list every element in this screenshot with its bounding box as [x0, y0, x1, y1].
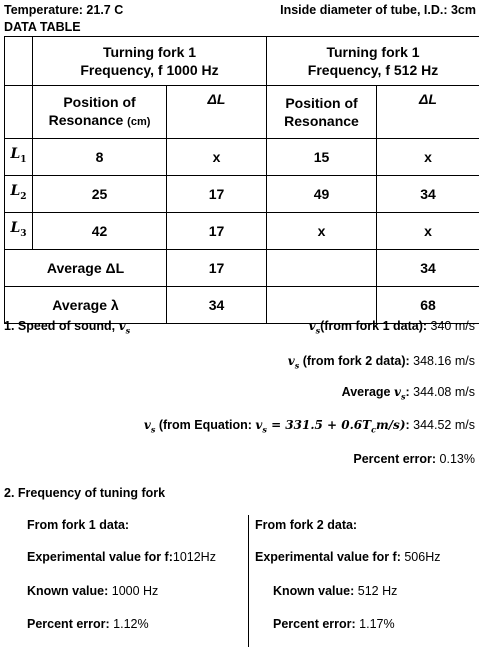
- table-blank-cell: [5, 86, 33, 139]
- position-header-line1: Position of: [285, 95, 358, 111]
- data-table-title: DATA TABLE: [4, 20, 81, 34]
- table-subheader-row: [5, 86, 479, 139]
- fork1-position-cell: 8: [33, 139, 167, 176]
- fork1-frequency: Frequency, f 1000 Hz: [80, 62, 219, 78]
- fork1-delta-cell: 17: [167, 176, 267, 213]
- table-row: [5, 176, 479, 213]
- fork1-delta-cell: 17: [167, 213, 267, 250]
- average-delta-row: [5, 250, 479, 287]
- fork2-position-cell: 15: [267, 139, 377, 176]
- speed-equation-line: $v_s$ (from Equation: $v_s = 331.5 + 0.6T_cm/s$): 344.52 m/s: [143, 418, 475, 435]
- position-unit: (cm): [127, 116, 151, 128]
- fork1-average-lambda: 34: [167, 287, 267, 324]
- speed-percent-error-line: Percent error: 0.13%: [353, 452, 475, 466]
- speed-fork2-line: $v_s$ (from fork 2 data): 348.16 m/s: [287, 354, 475, 371]
- fork2-average-delta-blank: [267, 250, 377, 287]
- average-lambda-row: [5, 287, 479, 324]
- fork2-average-lambda-blank: [267, 287, 377, 324]
- average-lambda-label: Average λ: [5, 287, 167, 324]
- fork1-experimental-line: Experimental value for f:1012Hz: [27, 550, 216, 564]
- speed-equation-value: 344.52 m/s: [413, 418, 475, 432]
- table-row: [5, 213, 479, 250]
- position-header-line2: Resonance: [284, 113, 359, 129]
- average-delta-label: Average ΔL: [5, 250, 167, 287]
- speed-fork1-value: 340 m/s: [430, 319, 475, 333]
- fork1-header: [33, 37, 267, 86]
- fork1-data-title: From fork 1 data:: [27, 518, 130, 532]
- table-corner-cell: [5, 37, 33, 86]
- fork1-known-line: Known value: 1000 Hz: [27, 584, 159, 598]
- fork2-delta-cell: 34: [377, 176, 479, 213]
- fork2-header: [267, 37, 479, 86]
- speed-fork2-value: 348.16 m/s: [413, 354, 475, 368]
- fork2-position-header: [267, 86, 377, 139]
- speed-heading: 1. Speed of sound, $v_s$: [4, 319, 131, 336]
- position-header-line1: Position of: [63, 94, 136, 110]
- fork1-delta-cell: x: [167, 139, 267, 176]
- speed-average-value: 344.08 m/s: [413, 385, 475, 399]
- fork2-title: Turning fork 1: [326, 44, 420, 60]
- speed-fork1-line: $v_s(from$ fork 1 data): 340 m/s: [308, 319, 475, 336]
- table-header-row: [5, 37, 479, 86]
- fork2-data-title: From fork 2 data:: [255, 518, 358, 532]
- row-label: $L_3$: [5, 213, 33, 250]
- fork2-delta-cell: x: [377, 139, 479, 176]
- diameter-text: Inside diameter of tube, I.D.: 3cm: [280, 3, 476, 17]
- fork2-experimental-line: Experimental value for f: 506Hz: [255, 550, 441, 564]
- row-label: $L_1$: [5, 139, 33, 176]
- table-row: [5, 139, 479, 176]
- fork1-position-cell: 42: [33, 213, 167, 250]
- temperature-text: Temperature: 21.7 C: [4, 3, 124, 17]
- fork2-position-cell: x: [267, 213, 377, 250]
- fork1-delta-header: ΔL: [167, 86, 267, 139]
- fork2-average-delta: 34: [377, 250, 479, 287]
- position-header-line2: Resonance: [48, 112, 124, 128]
- fork1-position-header: [33, 86, 167, 139]
- fork2-average-lambda: 68: [377, 287, 479, 324]
- data-table: [4, 36, 479, 324]
- fork1-percent-error-line: Percent error: 1.12%: [27, 617, 149, 631]
- fork2-delta-cell: x: [377, 213, 479, 250]
- fork2-known-line: Known value: 512 Hz: [273, 584, 398, 598]
- row-label: $L_2$: [5, 176, 33, 213]
- fork1-average-delta: 17: [167, 250, 267, 287]
- fork1-position-cell: 25: [33, 176, 167, 213]
- speed-average-line: Average $v_s$: 344.08 m/s: [341, 385, 475, 402]
- fork1-title: Turning fork 1: [102, 44, 197, 60]
- fork2-percent-error-line: Percent error: 1.17%: [273, 617, 395, 631]
- frequency-heading: 2. Frequency of tuning fork: [4, 486, 166, 500]
- column-divider: [248, 515, 249, 647]
- speed-percent-error-value: 0.13%: [439, 452, 475, 466]
- fork2-position-cell: 49: [267, 176, 377, 213]
- fork2-delta-header: ΔL: [377, 86, 479, 139]
- fork2-frequency: Frequency, f 512 Hz: [307, 62, 439, 78]
